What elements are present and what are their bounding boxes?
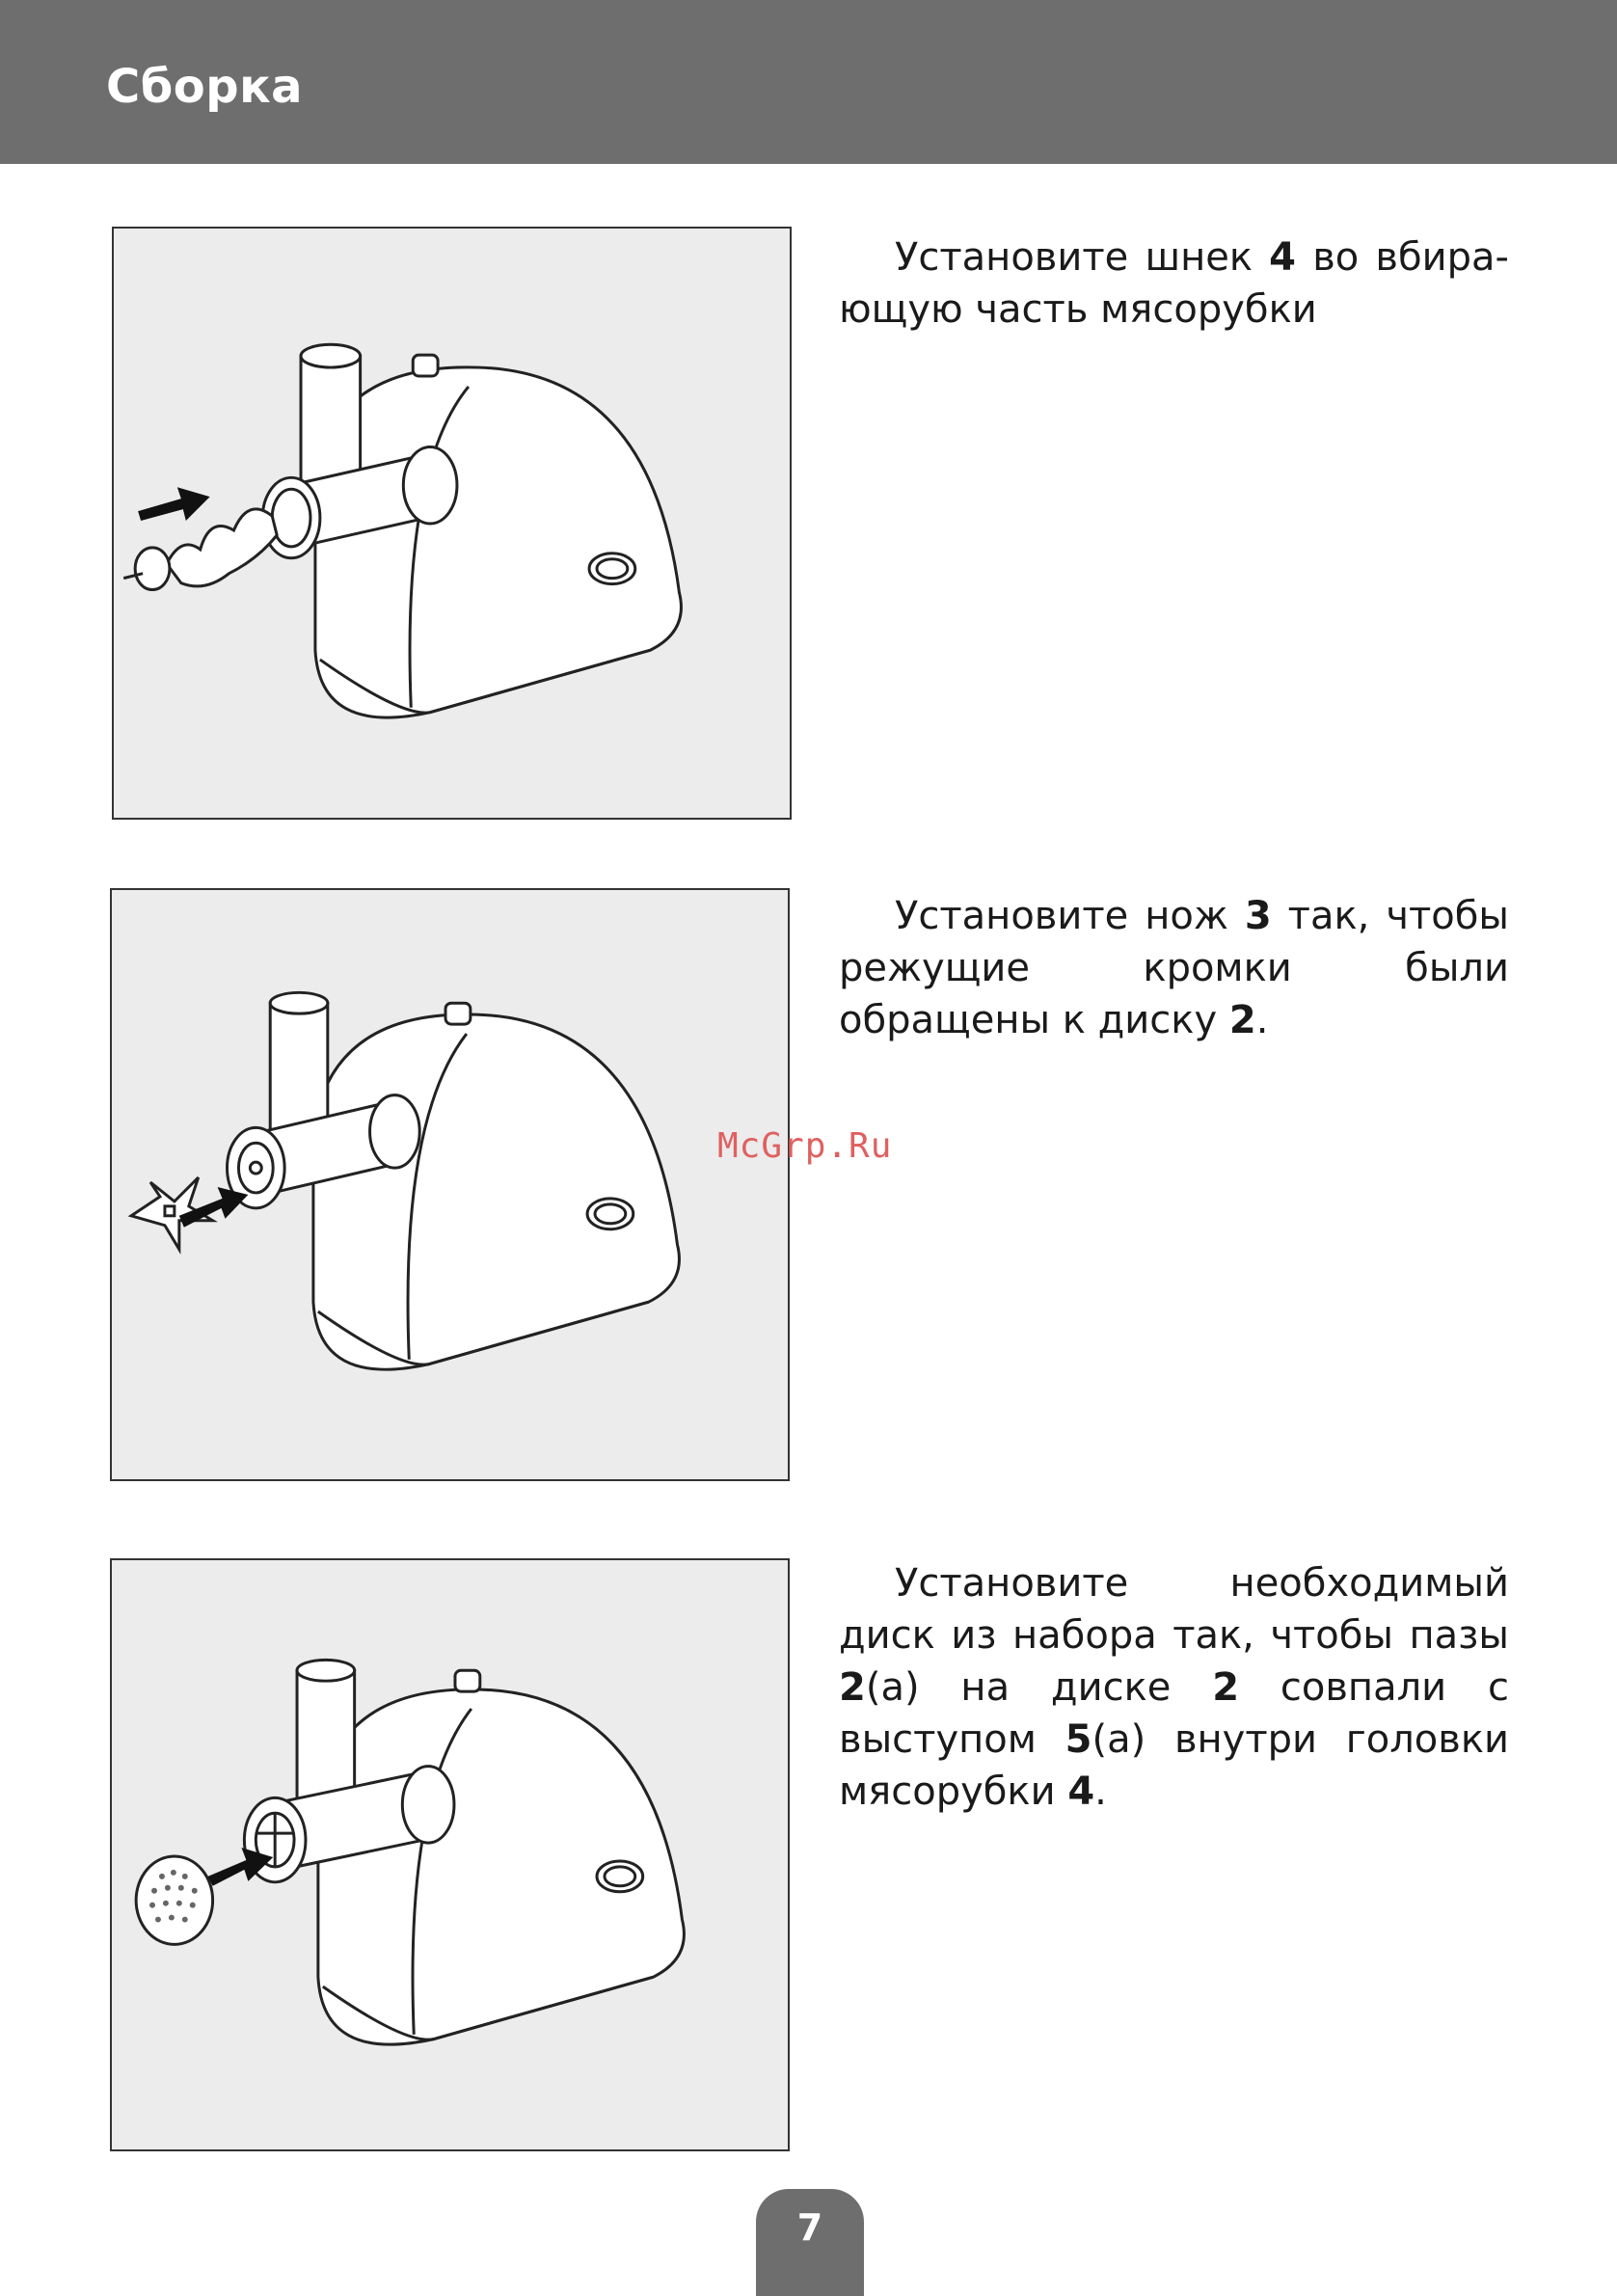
step-3-text-part: (а) на диске	[865, 1665, 1213, 1710]
part-number: 4	[1269, 235, 1297, 280]
page-number: 7	[796, 2206, 823, 2249]
step-1-text-part: Установите шнек	[895, 235, 1270, 280]
step-3-text-part: совпали с выступом	[839, 1665, 1510, 1762]
step-3-text-part: (а) внутри головки мясорубки	[839, 1717, 1510, 1814]
page-header	[0, 0, 1617, 164]
step-1-text	[839, 231, 1509, 336]
page-number-tab	[756, 2189, 864, 2296]
step-2-text-part: Установите нож	[895, 894, 1245, 938]
meat-grinder-auger-illustration	[114, 229, 790, 818]
step-2-text	[839, 890, 1509, 1046]
step-1-text-part: во вбира-ющую часть мясорубки	[839, 235, 1509, 332]
meat-grinder-disc-illustration	[112, 1560, 788, 2149]
part-number: 3	[1244, 894, 1272, 938]
step-3-text	[839, 1557, 1509, 1818]
part-number: 2	[1228, 998, 1256, 1042]
part-number: 2	[1212, 1665, 1240, 1710]
step-3-text-part: Установите необходимый диск из набора так, чтобы пазы	[839, 1561, 1509, 1658]
part-number: 5	[1065, 1717, 1092, 1762]
part-number: 2	[839, 1665, 866, 1710]
figure-step-1	[112, 227, 792, 820]
figure-step-3	[110, 1558, 790, 2151]
watermark: McGrp.Ru	[717, 1126, 893, 1166]
section-title: Сборка	[106, 60, 304, 114]
step-2-text-part: так, чтобы режущие кромки были обращены к диску	[839, 894, 1509, 1042]
part-number: 4	[1067, 1769, 1095, 1814]
step-3-text-part: .	[1094, 1769, 1107, 1814]
figure-step-2	[110, 888, 790, 1481]
meat-grinder-knife-illustration	[112, 890, 788, 1479]
step-2-text-part: .	[1255, 998, 1269, 1042]
